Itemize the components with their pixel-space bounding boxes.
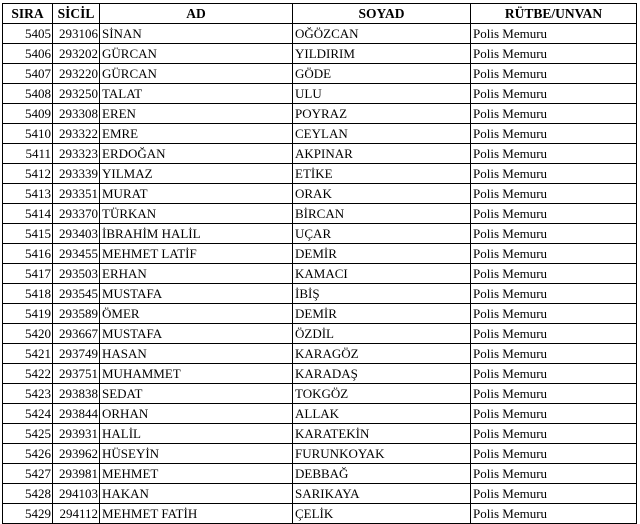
cell-rutbe: Polis Memuru bbox=[471, 144, 637, 164]
cell-soyad: YILDIRIM bbox=[293, 44, 471, 64]
cell-rutbe: Polis Memuru bbox=[471, 224, 637, 244]
cell-sicil: 293503 bbox=[53, 264, 100, 284]
cell-sicil: 293589 bbox=[53, 304, 100, 324]
table-row bbox=[3, 204, 637, 224]
cell-sicil: 293322 bbox=[53, 124, 100, 144]
cell-ad: ERHAN bbox=[100, 264, 293, 284]
cell-ad: İBRAHİM HALİL bbox=[100, 224, 293, 244]
cell-sira: 5425 bbox=[3, 424, 53, 444]
cell-rutbe: Polis Memuru bbox=[471, 324, 637, 344]
cell-sira: 5429 bbox=[3, 504, 53, 524]
table-row bbox=[3, 184, 637, 204]
header-row bbox=[3, 4, 637, 24]
cell-sicil: 293339 bbox=[53, 164, 100, 184]
cell-ad: SİNAN bbox=[100, 24, 293, 44]
table-row bbox=[3, 64, 637, 84]
cell-sicil: 294103 bbox=[53, 484, 100, 504]
table-row bbox=[3, 224, 637, 244]
cell-sira: 5419 bbox=[3, 304, 53, 324]
cell-sicil: 293749 bbox=[53, 344, 100, 364]
table-row bbox=[3, 284, 637, 304]
cell-ad: MURAT bbox=[100, 184, 293, 204]
cell-rutbe: Polis Memuru bbox=[471, 44, 637, 64]
cell-sira: 5423 bbox=[3, 384, 53, 404]
cell-soyad: DEMİR bbox=[293, 304, 471, 324]
cell-rutbe: Polis Memuru bbox=[471, 344, 637, 364]
cell-rutbe: Polis Memuru bbox=[471, 464, 637, 484]
cell-soyad: AKPINAR bbox=[293, 144, 471, 164]
cell-soyad: TOKGÖZ bbox=[293, 384, 471, 404]
cell-sira: 5426 bbox=[3, 444, 53, 464]
table-row bbox=[3, 144, 637, 164]
cell-ad: MUSTAFA bbox=[100, 324, 293, 344]
cell-ad: SEDAT bbox=[100, 384, 293, 404]
header-sira: SIRA bbox=[3, 4, 53, 24]
cell-ad: MEHMET FATİH bbox=[100, 504, 293, 524]
cell-sira: 5415 bbox=[3, 224, 53, 244]
cell-sicil: 293351 bbox=[53, 184, 100, 204]
table-row bbox=[3, 364, 637, 384]
cell-sira: 5405 bbox=[3, 24, 53, 44]
cell-sira: 5420 bbox=[3, 324, 53, 344]
cell-ad: ORHAN bbox=[100, 404, 293, 424]
cell-soyad: DEMİR bbox=[293, 244, 471, 264]
cell-ad: HAKAN bbox=[100, 484, 293, 504]
cell-sicil: 293844 bbox=[53, 404, 100, 424]
cell-sira: 5410 bbox=[3, 124, 53, 144]
cell-soyad: SARIKAYA bbox=[293, 484, 471, 504]
cell-sira: 5422 bbox=[3, 364, 53, 384]
cell-sira: 5421 bbox=[3, 344, 53, 364]
cell-rutbe: Polis Memuru bbox=[471, 84, 637, 104]
cell-soyad: KARAGÖZ bbox=[293, 344, 471, 364]
cell-rutbe: Polis Memuru bbox=[471, 364, 637, 384]
cell-soyad: KAMACI bbox=[293, 264, 471, 284]
table-row bbox=[3, 164, 637, 184]
cell-soyad: BİRCAN bbox=[293, 204, 471, 224]
table-row bbox=[3, 424, 637, 444]
cell-sicil: 293403 bbox=[53, 224, 100, 244]
cell-sicil: 293106 bbox=[53, 24, 100, 44]
cell-rutbe: Polis Memuru bbox=[471, 184, 637, 204]
cell-sicil: 293751 bbox=[53, 364, 100, 384]
cell-soyad: KARATEKİN bbox=[293, 424, 471, 444]
cell-ad: GÜRCAN bbox=[100, 44, 293, 64]
cell-soyad: FURUNKOYAK bbox=[293, 444, 471, 464]
table-row bbox=[3, 384, 637, 404]
header-sicil: SİCİL bbox=[53, 4, 100, 24]
table-row bbox=[3, 44, 637, 64]
table-row bbox=[3, 404, 637, 424]
personnel-table bbox=[2, 3, 637, 524]
cell-ad: TALAT bbox=[100, 84, 293, 104]
cell-soyad: OĞÖZCAN bbox=[293, 24, 471, 44]
cell-ad: HÜSEYİN bbox=[100, 444, 293, 464]
cell-sicil: 293370 bbox=[53, 204, 100, 224]
cell-sicil: 293250 bbox=[53, 84, 100, 104]
cell-soyad: ORAK bbox=[293, 184, 471, 204]
cell-sicil: 293455 bbox=[53, 244, 100, 264]
cell-rutbe: Polis Memuru bbox=[471, 304, 637, 324]
cell-sicil: 293838 bbox=[53, 384, 100, 404]
cell-ad: TÜRKAN bbox=[100, 204, 293, 224]
cell-rutbe: Polis Memuru bbox=[471, 104, 637, 124]
cell-rutbe: Polis Memuru bbox=[471, 244, 637, 264]
table-row bbox=[3, 444, 637, 464]
cell-ad: ÖMER bbox=[100, 304, 293, 324]
cell-sira: 5407 bbox=[3, 64, 53, 84]
cell-sicil: 293308 bbox=[53, 104, 100, 124]
cell-sira: 5428 bbox=[3, 484, 53, 504]
cell-ad: HALİL bbox=[100, 424, 293, 444]
cell-soyad: İBİŞ bbox=[293, 284, 471, 304]
cell-sira: 5424 bbox=[3, 404, 53, 424]
cell-sicil: 293323 bbox=[53, 144, 100, 164]
cell-ad: GÜRCAN bbox=[100, 64, 293, 84]
cell-soyad: KARADAŞ bbox=[293, 364, 471, 384]
cell-soyad: ÇELİK bbox=[293, 504, 471, 524]
cell-sira: 5417 bbox=[3, 264, 53, 284]
table-body bbox=[3, 24, 637, 524]
cell-ad: ERDOĞAN bbox=[100, 144, 293, 164]
table-row bbox=[3, 344, 637, 364]
cell-sira: 5406 bbox=[3, 44, 53, 64]
table-row bbox=[3, 304, 637, 324]
header-rutbe: RÜTBE/UNVAN bbox=[471, 4, 637, 24]
table-row bbox=[3, 264, 637, 284]
table-row bbox=[3, 104, 637, 124]
cell-rutbe: Polis Memuru bbox=[471, 64, 637, 84]
cell-rutbe: Polis Memuru bbox=[471, 504, 637, 524]
cell-sira: 5414 bbox=[3, 204, 53, 224]
cell-ad: MUSTAFA bbox=[100, 284, 293, 304]
cell-sira: 5418 bbox=[3, 284, 53, 304]
cell-ad: YILMAZ bbox=[100, 164, 293, 184]
cell-rutbe: Polis Memuru bbox=[471, 264, 637, 284]
cell-sira: 5413 bbox=[3, 184, 53, 204]
table-row bbox=[3, 124, 637, 144]
cell-rutbe: Polis Memuru bbox=[471, 284, 637, 304]
cell-soyad: ULU bbox=[293, 84, 471, 104]
cell-sicil: 293545 bbox=[53, 284, 100, 304]
table-row bbox=[3, 464, 637, 484]
cell-rutbe: Polis Memuru bbox=[471, 164, 637, 184]
cell-ad: MUHAMMET bbox=[100, 364, 293, 384]
cell-sicil: 293667 bbox=[53, 324, 100, 344]
cell-ad: MEHMET bbox=[100, 464, 293, 484]
cell-rutbe: Polis Memuru bbox=[471, 204, 637, 224]
cell-rutbe: Polis Memuru bbox=[471, 124, 637, 144]
cell-sicil: 294112 bbox=[53, 504, 100, 524]
header-soyad: SOYAD bbox=[293, 4, 471, 24]
cell-sira: 5411 bbox=[3, 144, 53, 164]
cell-sicil: 293931 bbox=[53, 424, 100, 444]
table-row bbox=[3, 484, 637, 504]
table-row bbox=[3, 84, 637, 104]
table-row bbox=[3, 504, 637, 524]
cell-soyad: ETİKE bbox=[293, 164, 471, 184]
cell-rutbe: Polis Memuru bbox=[471, 384, 637, 404]
cell-ad: EMRE bbox=[100, 124, 293, 144]
table-row bbox=[3, 24, 637, 44]
table-row bbox=[3, 244, 637, 264]
header-ad: AD bbox=[100, 4, 293, 24]
cell-sira: 5409 bbox=[3, 104, 53, 124]
table-row bbox=[3, 324, 637, 344]
cell-soyad: UÇAR bbox=[293, 224, 471, 244]
cell-soyad: CEYLAN bbox=[293, 124, 471, 144]
cell-rutbe: Polis Memuru bbox=[471, 484, 637, 504]
cell-soyad: ALLAK bbox=[293, 404, 471, 424]
cell-soyad: POYRAZ bbox=[293, 104, 471, 124]
cell-sira: 5412 bbox=[3, 164, 53, 184]
cell-ad: HASAN bbox=[100, 344, 293, 364]
cell-sira: 5416 bbox=[3, 244, 53, 264]
cell-ad: EREN bbox=[100, 104, 293, 124]
cell-sicil: 293220 bbox=[53, 64, 100, 84]
cell-sicil: 293202 bbox=[53, 44, 100, 64]
cell-rutbe: Polis Memuru bbox=[471, 424, 637, 444]
cell-soyad: DEBBAĞ bbox=[293, 464, 471, 484]
cell-soyad: ÖZDİL bbox=[293, 324, 471, 344]
cell-sira: 5408 bbox=[3, 84, 53, 104]
cell-sira: 5427 bbox=[3, 464, 53, 484]
cell-rutbe: Polis Memuru bbox=[471, 24, 637, 44]
cell-ad: MEHMET LATİF bbox=[100, 244, 293, 264]
cell-sicil: 293981 bbox=[53, 464, 100, 484]
cell-soyad: GÖDE bbox=[293, 64, 471, 84]
cell-rutbe: Polis Memuru bbox=[471, 444, 637, 464]
cell-sicil: 293962 bbox=[53, 444, 100, 464]
cell-rutbe: Polis Memuru bbox=[471, 404, 637, 424]
